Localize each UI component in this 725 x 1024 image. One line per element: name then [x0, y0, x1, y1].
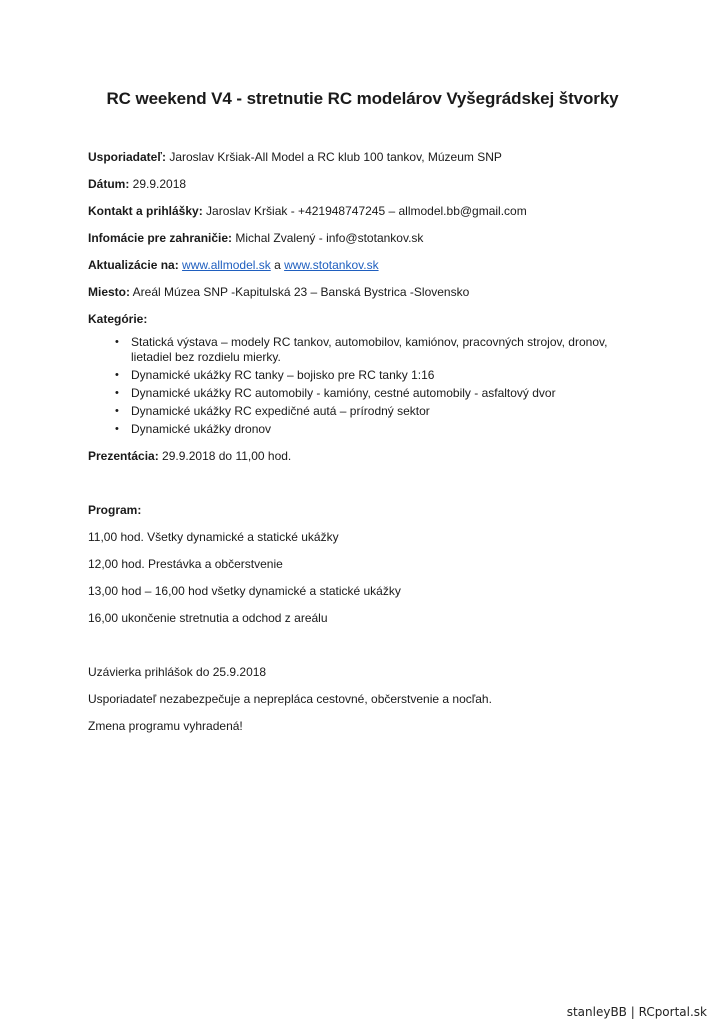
category-text: Dynamické ukážky RC expedičné autá – prírodný sektor: [131, 404, 430, 418]
organizer-value: Jaroslav Kršiak-All Model a RC klub 100 tankov, Múzeum SNP: [165, 150, 502, 164]
foreign-info-value: Michal Zvalený - info@stotankov.sk: [232, 231, 424, 245]
location-label: Miesto:: [88, 285, 130, 299]
date-value: 29.9.2018: [129, 177, 187, 191]
document-title: RC weekend V4 - stretnutie RC modelárov Vyšegrádskej štvorky: [106, 89, 619, 108]
list-item: [88, 335, 648, 365]
footer-watermark: stanleyBB | RCportal.sk: [566, 1005, 707, 1019]
category-text: Dynamické ukážky RC automobily - kamióny, cestné automobily - asfaltový dvor: [131, 386, 556, 400]
categories-heading: [88, 312, 648, 327]
note-change: Zmena programu vyhradená!: [88, 719, 243, 733]
presentation-value: 29.9.2018 do 11,00 hod.: [158, 449, 292, 463]
program-item: 16,00 ukončenie stretnutia a odchod z areálu: [88, 611, 328, 625]
date-line: [88, 177, 648, 192]
organizer-label: Usporiadateľ:: [88, 150, 166, 164]
contact-value: Jaroslav Kršiak - +421948747245 – allmodel.bb@gmail.com: [202, 204, 527, 218]
program-item: 11,00 hod. Všetky dynamické a statické ukážky: [88, 530, 339, 544]
location-value: Areál Múzea SNP -Kapitulská 23 – Banská Bystrica -Slovensko: [130, 285, 470, 299]
bullet-icon: •: [115, 405, 119, 417]
note-deadline: Uzávierka prihlášok do 25.9.2018: [88, 665, 267, 679]
document-body: [88, 150, 648, 746]
bullet-icon: •: [115, 423, 119, 435]
list-item: [88, 404, 648, 419]
bullet-icon: •: [115, 336, 119, 348]
note-costs: Usporiadateľ nezabezpečuje a nepreplácа cestovné, občerstvenie a nocľah.: [88, 692, 492, 706]
list-item: [88, 386, 648, 401]
location-line: [88, 285, 648, 300]
category-text: Statická výstava – modely RC tankov, automobilov, kamiónov, pracovných strojov, dronov,: [131, 335, 608, 349]
program-item: 12,00 hod. Prestávka a občerstvenie: [88, 557, 283, 571]
categories-label: Kategórie:: [88, 312, 148, 326]
updates-label: Aktualizácie na:: [88, 258, 179, 272]
categories-list: [88, 335, 648, 437]
bullet-icon: •: [115, 369, 119, 381]
contact-line: [88, 204, 648, 219]
date-label: Dátum:: [88, 177, 130, 191]
allmodel-link[interactable]: www.allmodel.sk: [182, 258, 271, 272]
category-text: Dynamické ukážky RC tanky – bojisko pre RC tanky 1:16: [131, 368, 435, 382]
program-heading: [88, 503, 648, 518]
organizer-line: [88, 150, 648, 165]
program-item: 13,00 hod – 16,00 hod všetky dynamické a statické ukážky: [88, 584, 401, 598]
foreign-info-line: [88, 231, 648, 246]
category-text-cont: lietadiel bez rozdielu mierky.: [131, 350, 281, 364]
list-item: [88, 422, 648, 437]
updates-connector: a: [270, 258, 285, 272]
list-item: [88, 368, 648, 383]
foreign-info-label: Infomácie pre zahraničie:: [88, 231, 233, 245]
presentation-label: Prezentácia:: [88, 449, 159, 463]
category-text: Dynamické ukážky dronov: [131, 422, 272, 436]
updates-line: [88, 258, 648, 273]
program-label: Program:: [88, 503, 142, 517]
presentation-line: [88, 449, 648, 464]
stotankov-link[interactable]: www.stotankov.sk: [284, 258, 379, 272]
bullet-icon: •: [115, 387, 119, 399]
contact-label: Kontakt a prihlášky:: [88, 204, 203, 218]
